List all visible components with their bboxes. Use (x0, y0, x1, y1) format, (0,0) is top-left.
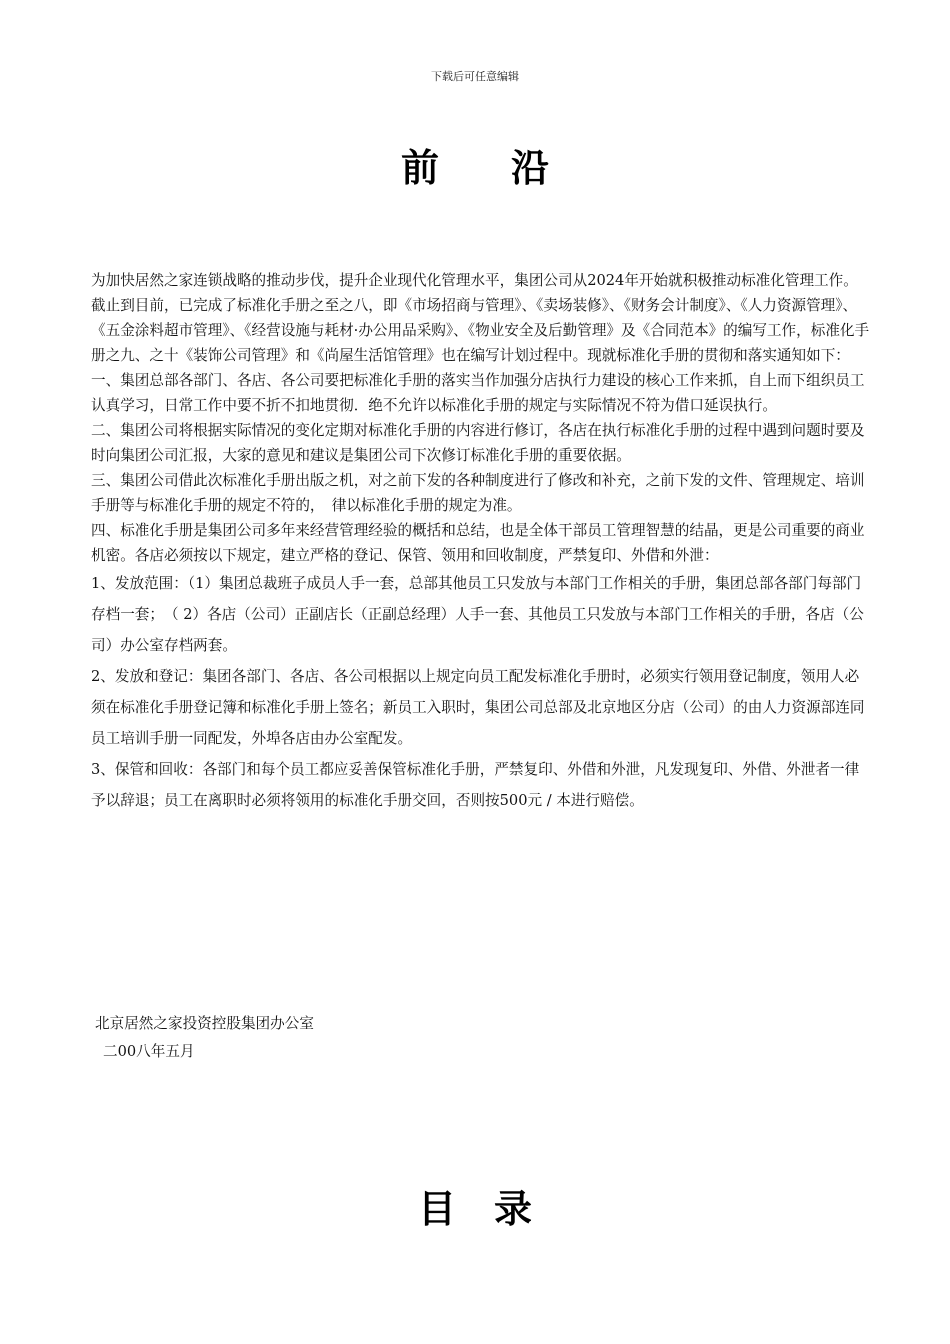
paragraph-sub-3: 3、保管和回收：各部门和每个员工都应妥善保管标准化手册，严禁复印、外借和外泄，凡发现复印、外借、外泄者一律予以辞退；员工在离职时必须将领用的标准化手册交回，否则按500元 / 本进行赔偿。 (91, 761, 860, 809)
preface-body (91, 268, 871, 816)
signature-date: 二00八年五月 (103, 1043, 195, 1060)
paragraph-item-4: 四、标准化手册是集团公司多年来经营管理经验的概括和总结，也是全体干部员工管理智慧的结晶，更是公司重要的商业机密。各店必须按以下规定，建立严格的登记、保管、领用和回收制度，严禁复印、外借和外泄： (91, 522, 865, 564)
paragraph-sub-2: 2、发放和登记：集团各部门、各店、各公司根据以上规定向员工配发标准化手册时，必须实行领用登记制度，领用人必须在标准化手册登记簿和标准化手册上签名；新员工入职时，集团公司总部及北京地区分店（公司）的由人力资源部连同员工培训手册一同配发，外埠各店由办公室配发。 (91, 668, 865, 747)
signature-block (95, 1010, 314, 1066)
signature-org: 北京居然之家投资控股集团办公室 (95, 1015, 314, 1032)
paragraph-sub-1: 1、发放范围：（1）集团总裁班子成员人手一套，总部其他员工只发放与本部门工作相关的手册，集团总部各部门每部门存档一套； （ 2）各店（公司）正副店长（正副总经理）人手一套、其他员工只发放与本部门工作相关的手册，各店（公司）办公室存档两套。 (91, 575, 864, 654)
paragraph-intro: 为加快居然之家连锁战略的推动步伐，提升企业现代化管理水平，集团公司从2024年开始就积极推动标准化管理工作。截止到目前，已完成了标准化手册之至之八，即《市场招商与管理》、《卖场装修》、《财务会计制度》、《人力资源管理》、《五金涂料超市管理》、《经营设施与耗材·办公用品采购》、《物业安全及后勤管理》及《合同范本》的编写工作，标准化手册之九、之十《装饰公司管理》和《尚屋生活馆管理》也在编写计划过程中。现就标准化手册的贯彻和落实通知如下： (91, 272, 870, 364)
toc-title: 目录 (417, 1186, 570, 1231)
paragraph-item-2: 二、集团公司将根据实际情况的变化定期对标准化手册的内容进行修订，各店在执行标准化手册的过程中遇到问题时要及时向集团公司汇报，大家的意见和建议是集团公司下次修订标准化手册的重要依据。 (91, 422, 865, 464)
header-note: 下载后可任意编辑 (431, 70, 519, 83)
page-title: 前沿 (400, 145, 621, 190)
paragraph-item-3: 三、集团公司借此次标准化手册出版之机，对之前下发的各种制度进行了修改和补充，之前下发的文件、管理规定、培训手册等与标准化手册的规定不符的， 律以标准化手册的规定为准。 (91, 472, 865, 514)
paragraph-item-1: 一、集团总部各部门、各店、各公司要把标准化手册的落实当作加强分店执行力建设的核心工作来抓，自上而下组织员工认真学习，日常工作中要不折不扣地贯彻．绝不允许以标准化手册的规定与实际情况不符为借口延误执行。 (91, 372, 865, 414)
